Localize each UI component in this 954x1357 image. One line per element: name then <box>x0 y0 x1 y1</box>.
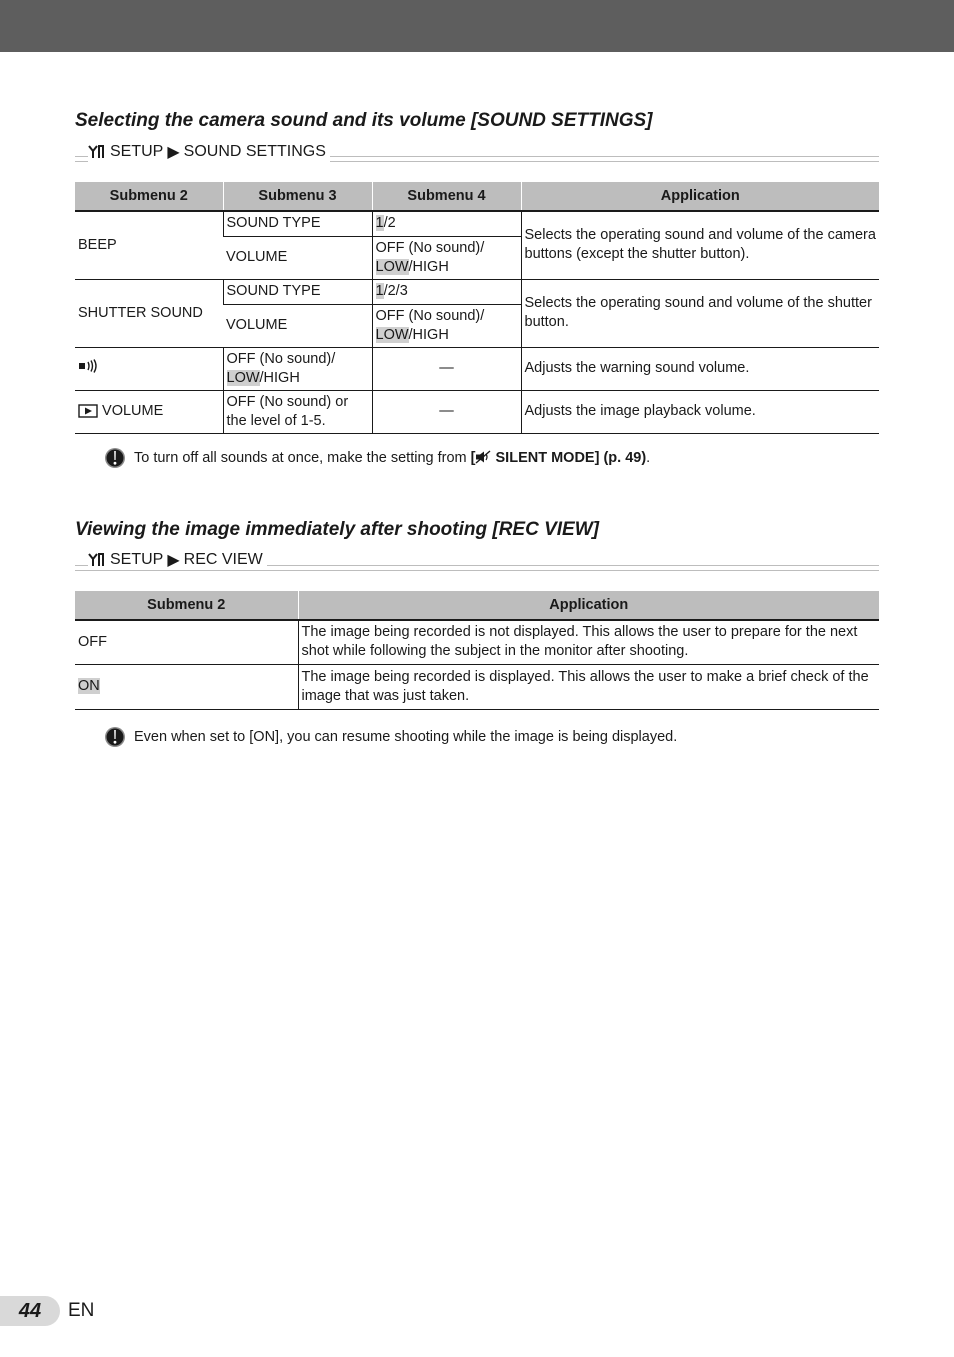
rec-view-on-cell <box>75 664 298 709</box>
option-values: /HIGH <box>259 369 300 386</box>
playback-submenu3: OFF (No sound) or the level of 1-5. <box>223 390 372 433</box>
breadcrumb-item: SOUND SETTINGS <box>183 143 326 160</box>
sound-settings-table <box>75 182 879 434</box>
beep-label: BEEP <box>75 211 223 279</box>
breadcrumb-item: REC VIEW <box>183 551 263 568</box>
shutter-sound-type-values <box>372 279 521 304</box>
default-value: LOW <box>375 326 409 343</box>
table-row <box>75 620 879 664</box>
shutter-sound-type: SOUND TYPE <box>223 279 372 304</box>
rec-view-off: OFF <box>75 620 298 664</box>
breadcrumb <box>88 142 330 162</box>
table-header-row <box>75 591 879 620</box>
playback-application: Adjusts the image playback volume. <box>521 390 879 433</box>
breadcrumb-arrow-icon: ▶ <box>167 144 180 161</box>
breadcrumb <box>88 550 267 570</box>
silent-mode-icon <box>475 450 491 464</box>
option-values: OFF (No sound)/ <box>375 307 485 324</box>
playback-volume-label: VOLUME <box>102 403 164 419</box>
warning-submenu4: — <box>372 347 521 390</box>
rec-view-table <box>75 591 879 710</box>
default-value: 1 <box>375 283 384 299</box>
shutter-volume: VOLUME <box>223 304 372 347</box>
rec-view-on-application: The image being recorded is displayed. This allows the user to make a brief check of the image that was just taken. <box>298 664 879 709</box>
note-silent-mode <box>104 447 650 469</box>
beep-volume-values <box>372 236 521 279</box>
breadcrumb-setup: SETUP <box>110 551 164 568</box>
table-header-row <box>75 182 879 211</box>
setup-wrench-icon <box>88 553 106 567</box>
option-values: /HIGH <box>408 258 449 275</box>
header-submenu3: Submenu 3 <box>223 182 372 211</box>
rec-view-off-application: The image being recorded is not displayed. This allows the user to prepare for the next shot while following the subject in the monitor after shooting. <box>298 620 879 664</box>
note-text <box>134 450 650 466</box>
beep-application: Selects the operating sound and volume of the camera buttons (except the shutter button). <box>521 211 879 279</box>
warning-application: Adjusts the warning sound volume. <box>521 347 879 390</box>
page-number: 44 <box>0 1296 60 1326</box>
header-submenu4: Submenu 4 <box>372 182 521 211</box>
option-values: OFF (No sound)/ <box>375 239 485 256</box>
note-resume-shooting <box>104 726 677 748</box>
header-application: Application <box>521 182 879 211</box>
beep-sound-type: SOUND TYPE <box>223 211 372 236</box>
breadcrumb-setup: SETUP <box>110 143 164 160</box>
note-text-after: . <box>646 450 651 466</box>
note-bold-ref <box>471 450 647 466</box>
caution-icon <box>104 726 126 748</box>
table-row <box>75 390 879 433</box>
section-title-sound-settings: Selecting the camera sound and its volume [SOUND SETTINGS] <box>75 110 653 131</box>
warning-submenu3 <box>223 347 372 390</box>
note-text: Even when set to [ON], you can resume shooting while the image is being displayed. <box>134 729 678 745</box>
warning-sound-cell <box>75 347 223 390</box>
shutter-volume-values <box>372 304 521 347</box>
note-text-before: To turn off all sounds at once, make the setting from <box>134 450 471 466</box>
table-row <box>75 279 879 304</box>
option-values: OFF (No sound)/ <box>226 350 336 367</box>
option-values: /HIGH <box>408 326 449 343</box>
default-value: ON <box>78 678 100 694</box>
table-row <box>75 664 879 709</box>
header-submenu2: Submenu 2 <box>75 182 223 211</box>
page-language: EN <box>68 1300 95 1321</box>
page-footer <box>0 1296 94 1326</box>
playback-icon <box>78 404 98 418</box>
bracket-open: [ <box>470 450 476 466</box>
section-title-rec-view: Viewing the image immediately after shooting [REC VIEW] <box>75 519 599 540</box>
setup-wrench-icon <box>88 145 106 159</box>
top-bar <box>0 0 954 52</box>
beep-sound-type-values <box>372 211 521 236</box>
header-application: Application <box>298 591 879 620</box>
default-value: 1 <box>375 215 384 232</box>
header-submenu2: Submenu 2 <box>75 591 298 620</box>
shutter-label: SHUTTER SOUND <box>75 279 223 347</box>
warning-sound-icon <box>78 359 100 373</box>
default-value: LOW <box>375 258 409 275</box>
option-values: /2 <box>383 215 396 232</box>
breadcrumb-arrow-icon: ▶ <box>167 552 180 569</box>
playback-submenu4: — <box>372 390 521 433</box>
note-ref: SILENT MODE] (p. 49) <box>491 450 647 466</box>
playback-volume-cell <box>75 390 223 433</box>
table-row <box>75 347 879 390</box>
beep-volume: VOLUME <box>223 236 372 279</box>
table-row <box>75 211 879 236</box>
shutter-application: Selects the operating sound and volume of the shutter button. <box>521 279 879 347</box>
default-value: LOW <box>226 369 260 386</box>
caution-icon <box>104 447 126 469</box>
option-values: /2/3 <box>383 283 408 299</box>
